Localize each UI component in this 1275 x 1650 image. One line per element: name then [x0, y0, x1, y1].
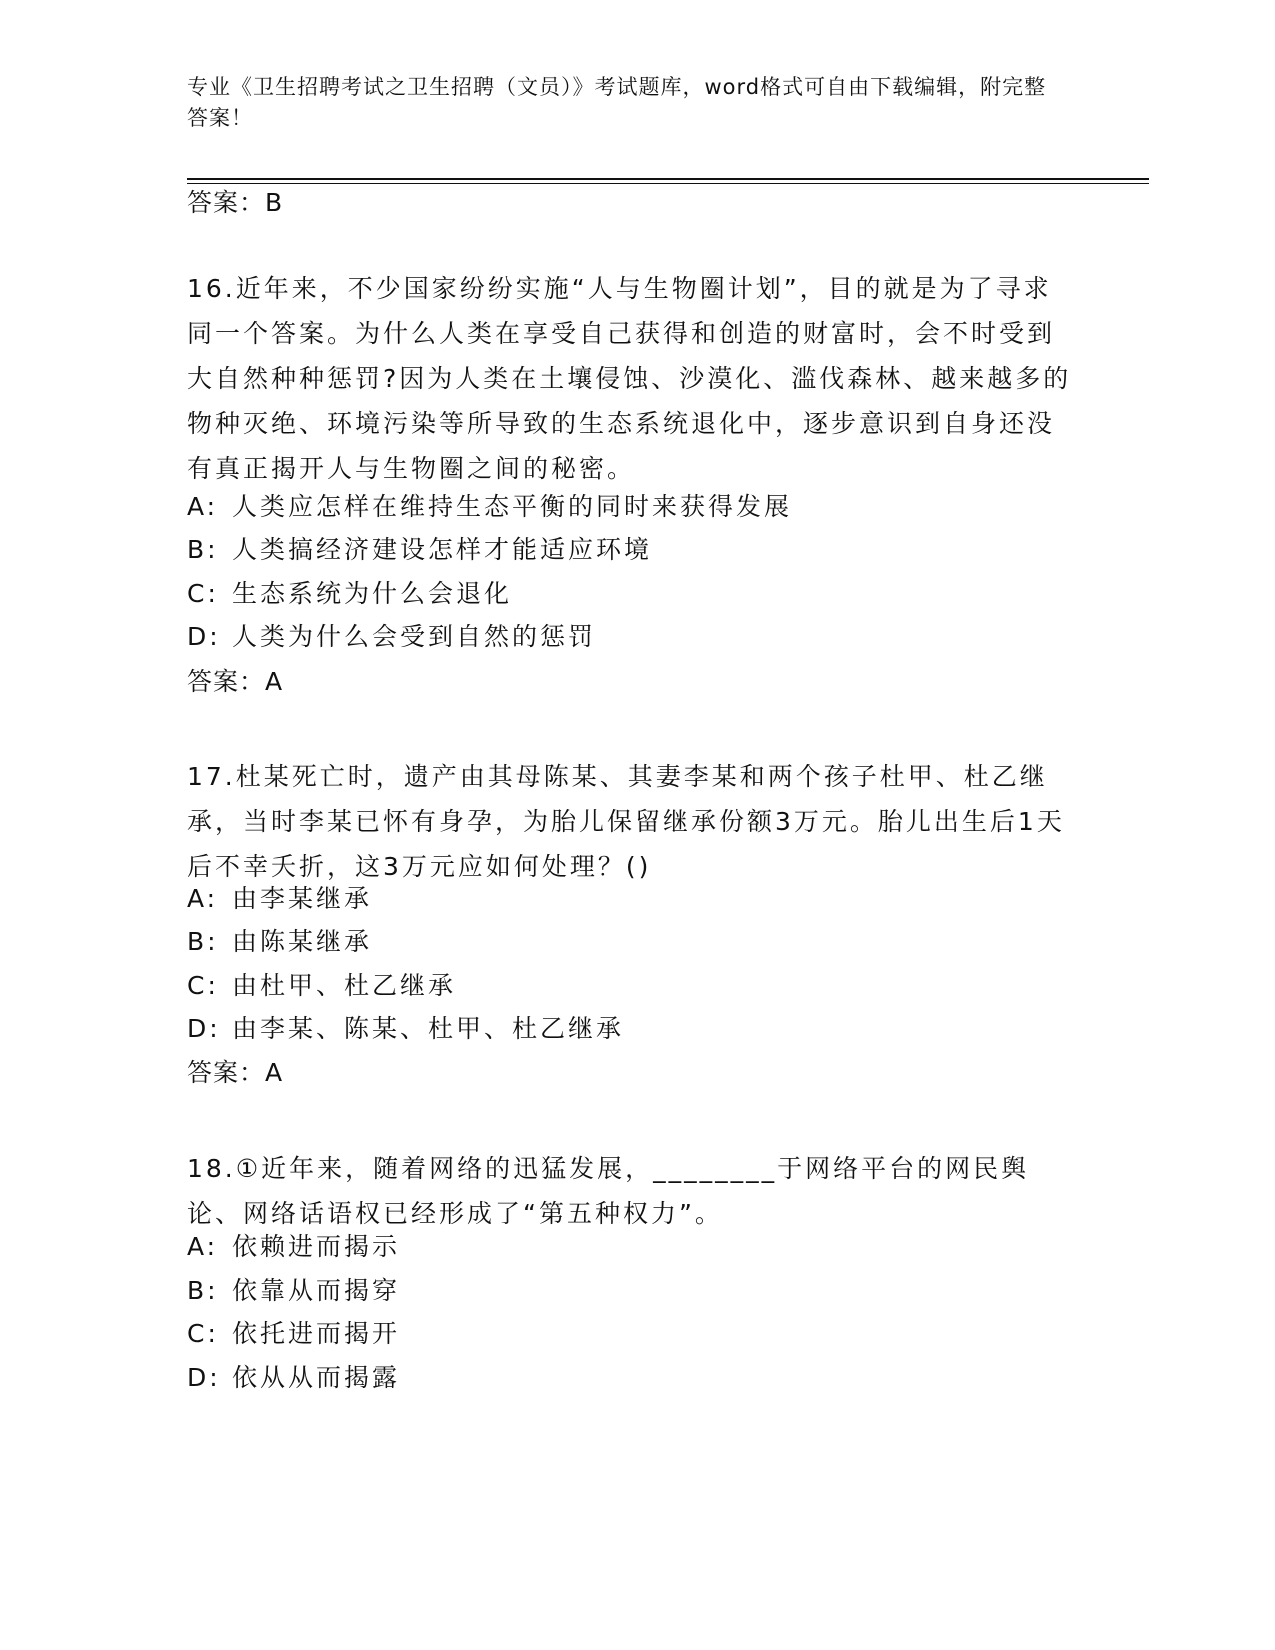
question-16-option-c — [187, 577, 512, 611]
option-text: 由杜甲、杜乙继承 — [232, 971, 457, 1000]
option-key: B: — [187, 535, 219, 564]
question-18-option-a — [187, 1230, 400, 1264]
option-text: 生态系统为什么会退化 — [232, 579, 513, 608]
option-key: D: — [187, 622, 221, 651]
option-text: 依托进而揭开 — [232, 1319, 401, 1348]
option-text: 依赖进而揭示 — [232, 1232, 401, 1261]
option-key: C: — [187, 1319, 219, 1348]
option-key: B: — [187, 1276, 219, 1305]
question-16-option-d — [187, 620, 596, 654]
previous-answer: 答案：B — [187, 188, 284, 217]
option-text: 由李某、陈某、杜甲、杜乙继承 — [232, 1014, 625, 1043]
question-18-option-c — [187, 1317, 400, 1351]
question-17-option-a — [187, 882, 372, 916]
option-key: C: — [187, 971, 219, 1000]
question-18-option-d — [187, 1361, 400, 1395]
option-key: D: — [187, 1014, 221, 1043]
option-text: 依从从而揭露 — [232, 1363, 401, 1392]
question-18-option-b — [187, 1274, 400, 1308]
question-17-option-c — [187, 969, 456, 1003]
option-text: 人类为什么会受到自然的惩罚 — [232, 622, 597, 651]
question-16-option-a — [187, 490, 792, 524]
option-key: A: — [187, 492, 219, 521]
question-17-stem: 17.杜某死亡时，遗产由其母陈某、其妻李某和两个孩子杜甲、杜乙继承，当时李某已怀有身孕，为胎儿保留继承份额3万元。胎儿出生后1天后不幸夭折，这3万元应如何处理？() — [187, 762, 1065, 881]
option-text: 依靠从而揭穿 — [232, 1276, 401, 1305]
question-17-option-b — [187, 925, 372, 959]
page-header: 专业《卫生招聘考试之卫生招聘（文员）》考试题库，word格式可自由下载编辑，附完整答案！ — [187, 75, 1047, 130]
option-text: 人类应怎样在维持生态平衡的同时来获得发展 — [232, 492, 793, 521]
question-16-option-b — [187, 533, 652, 567]
question-16-stem: 16.近年来，不少国家纷纷实施“人与生物圈计划”，目的就是为了寻求同一个答案。为什么人类在享受自己获得和创造的财富时，会不时受到大自然种种惩罚?因为人类在土壤侵蚀、沙漠化、滥伐森林、越来越多的物种灭绝、环境污染等所导致的生态系统退化中，逐步意识到自身还没有真正揭开人与生物圈之间的秘密。 — [187, 274, 1072, 483]
question-17-answer: 答案：A — [187, 1058, 284, 1087]
option-key: A: — [187, 1232, 219, 1261]
option-text: 由李某继承 — [232, 884, 373, 913]
option-text: 由陈某继承 — [232, 927, 373, 956]
question-18-stem: 18.①近年来，随着网络的迅猛发展，________于网络平台的网民舆论、网络话语权已经形成了“第五种权力”。 — [187, 1154, 1030, 1228]
option-text: 人类搞经济建设怎样才能适应环境 — [232, 535, 653, 564]
header-divider-thin — [187, 183, 1149, 184]
option-key: B: — [187, 927, 219, 956]
question-17-option-d — [187, 1012, 624, 1046]
question-16-answer: 答案：A — [187, 667, 284, 696]
option-key: D: — [187, 1363, 221, 1392]
option-key: A: — [187, 884, 219, 913]
option-key: C: — [187, 579, 219, 608]
header-divider — [187, 178, 1149, 180]
